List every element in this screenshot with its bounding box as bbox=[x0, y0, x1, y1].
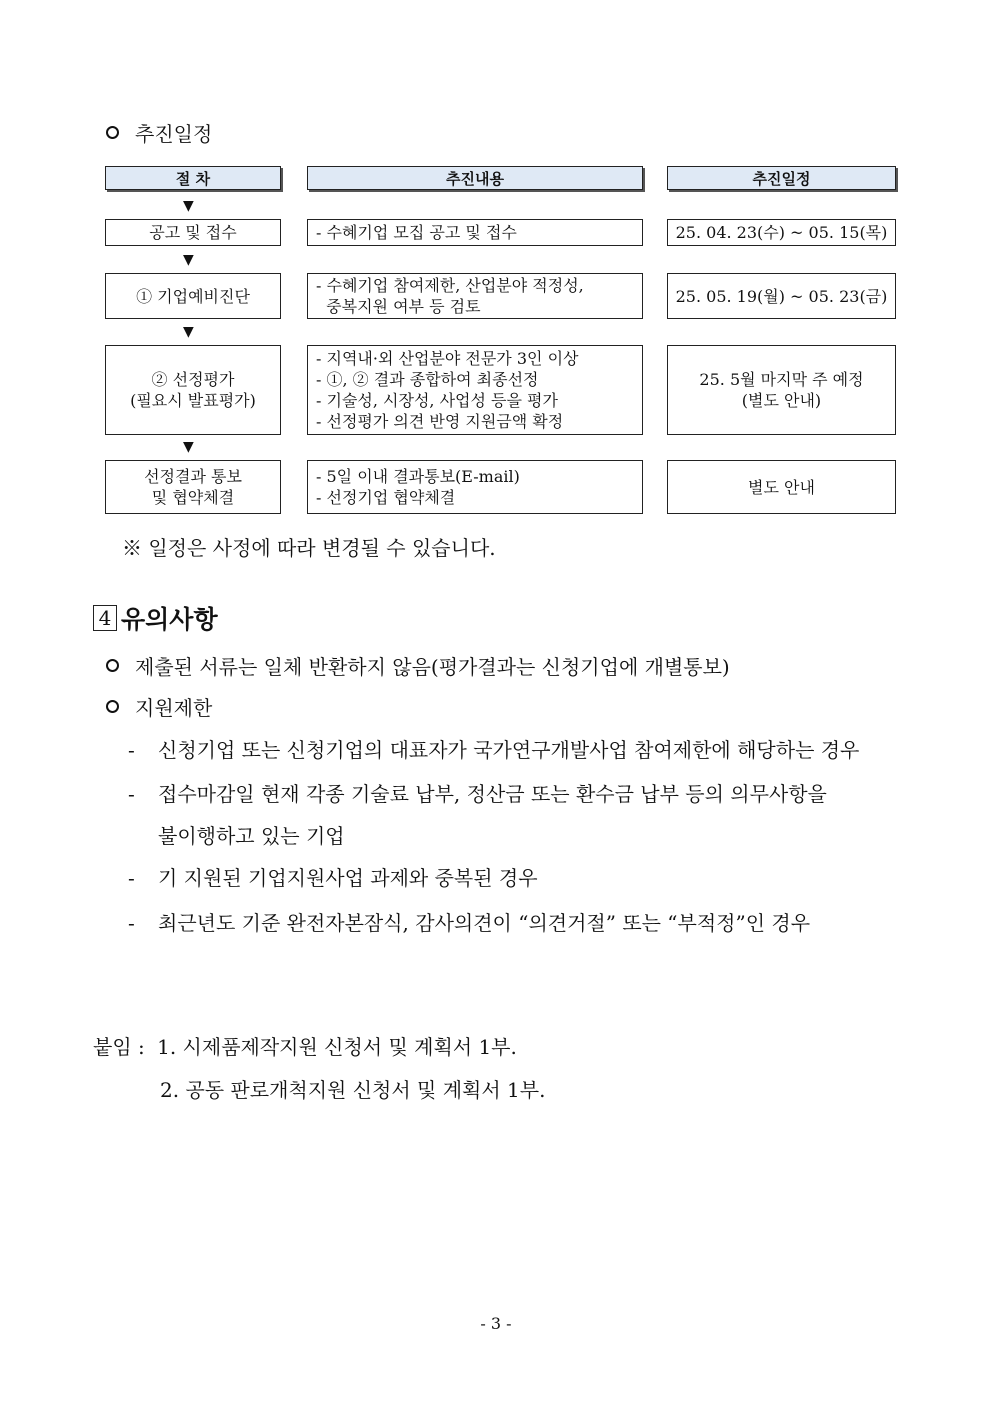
restriction-bullet bbox=[106, 692, 212, 721]
dash-marker: - bbox=[128, 738, 135, 762]
step-text: ② 선정평가 bbox=[151, 370, 235, 389]
dash-marker: - bbox=[128, 866, 135, 890]
content-text: 중복지원 여부 등 검토 bbox=[316, 297, 481, 316]
dash-marker: - bbox=[128, 782, 135, 806]
step-cell bbox=[105, 345, 281, 435]
restriction-text: 기 지원된 기업지원사업 과제와 중복된 경우 bbox=[158, 866, 538, 890]
down-arrow-icon: ▼ bbox=[183, 439, 194, 455]
step-text: 공고 및 접수 bbox=[149, 223, 237, 242]
circle-bullet-icon bbox=[106, 659, 119, 672]
content-text: - 선정평가 의견 반영 지원금액 확정 bbox=[316, 412, 564, 431]
attachment-item: 2. 공동 판로개척지원 신청서 및 계획서 1부. bbox=[160, 1078, 546, 1102]
date-text: (별도 안내) bbox=[741, 391, 822, 410]
content-text: - 수혜기업 참여제한, 산업분야 적정성, bbox=[316, 276, 584, 295]
date-text: 25. 05. 19(월) ~ 05. 23(금) bbox=[675, 286, 888, 306]
content-text: - 선정기업 협약체결 bbox=[316, 488, 456, 507]
content-cell bbox=[307, 219, 643, 246]
dash-marker: - bbox=[128, 911, 135, 935]
step-text: ① 기업예비진단 bbox=[136, 286, 250, 306]
restriction-item bbox=[128, 778, 827, 807]
page-number: - 3 - bbox=[480, 1314, 512, 1333]
restriction-text: 신청기업 또는 신청기업의 대표자가 국가연구개발사업 참여제한에 해당하는 경우 bbox=[158, 738, 860, 762]
step-cell bbox=[105, 219, 281, 246]
date-cell bbox=[667, 273, 896, 319]
schedule-note: ※ 일정은 사정에 따라 변경될 수 있습니다. bbox=[122, 536, 496, 560]
date-cell bbox=[667, 219, 896, 246]
restriction-item-continued: 불이행하고 있는 기업 bbox=[158, 824, 345, 848]
notice-bullet-text: 제출된 서류는 일체 반환하지 않음(평가결과는 신청기업에 개별통보) bbox=[135, 655, 730, 679]
circle-bullet-icon bbox=[106, 126, 119, 139]
content-cell bbox=[307, 273, 643, 319]
content-text: - ①, ② 결과 종합하여 최종선정 bbox=[316, 370, 539, 389]
date-text: 25. 5월 마지막 주 예정 bbox=[699, 370, 864, 389]
content-text: - 수혜기업 모집 공고 및 접수 bbox=[316, 223, 517, 242]
section-title-text: 유의사항 bbox=[121, 605, 218, 634]
restriction-text: 접수마감일 현재 각종 기술료 납부, 정산금 또는 환수금 납부 등의 의무사항을 bbox=[158, 782, 827, 806]
schedule-heading-label: 추진일정 bbox=[135, 122, 213, 146]
notice-bullet bbox=[106, 651, 730, 680]
down-arrow-icon: ▼ bbox=[183, 198, 194, 214]
restriction-bullet-text: 지원제한 bbox=[135, 696, 213, 720]
content-text: - 지역내·외 산업분야 전문가 3인 이상 bbox=[316, 349, 579, 368]
attachment-label: 붙임 : bbox=[93, 1035, 145, 1059]
content-cell bbox=[307, 460, 643, 514]
step-text: (필요시 발표평가) bbox=[130, 391, 256, 410]
down-arrow-icon: ▼ bbox=[183, 324, 194, 340]
date-text: 별도 안내 bbox=[748, 477, 815, 497]
content-text: - 기술성, 시장성, 사업성 등을 평가 bbox=[316, 391, 558, 410]
section-number: 4 bbox=[93, 605, 117, 631]
restriction-item bbox=[128, 734, 859, 763]
date-cell bbox=[667, 460, 896, 514]
restriction-item bbox=[128, 907, 810, 936]
down-arrow-icon: ▼ bbox=[183, 252, 194, 268]
section-title bbox=[93, 600, 218, 636]
header-content: 추진내용 bbox=[307, 166, 643, 190]
step-text: 선정결과 통보 bbox=[144, 467, 242, 486]
attachment-item: 1. 시제품제작지원 신청서 및 계획서 1부. bbox=[157, 1035, 517, 1059]
circle-bullet-icon bbox=[106, 700, 119, 713]
step-text: 및 협약체결 bbox=[151, 488, 235, 507]
attachment-line-1 bbox=[93, 1031, 517, 1060]
date-cell bbox=[667, 345, 896, 435]
step-cell bbox=[105, 273, 281, 319]
content-text: - 5일 이내 결과통보(E-mail) bbox=[316, 467, 520, 486]
restriction-text: 최근년도 기준 완전자본잠식, 감사의견이 “의견거절” 또는 “부적정”인 경우 bbox=[158, 911, 811, 935]
content-cell bbox=[307, 345, 643, 435]
date-text: 25. 04. 23(수) ~ 05. 15(목) bbox=[675, 223, 888, 242]
step-cell bbox=[105, 460, 281, 514]
schedule-heading bbox=[106, 118, 212, 147]
header-date: 추진일정 bbox=[667, 166, 896, 190]
header-step: 절 차 bbox=[105, 166, 281, 190]
restriction-item bbox=[128, 862, 538, 891]
